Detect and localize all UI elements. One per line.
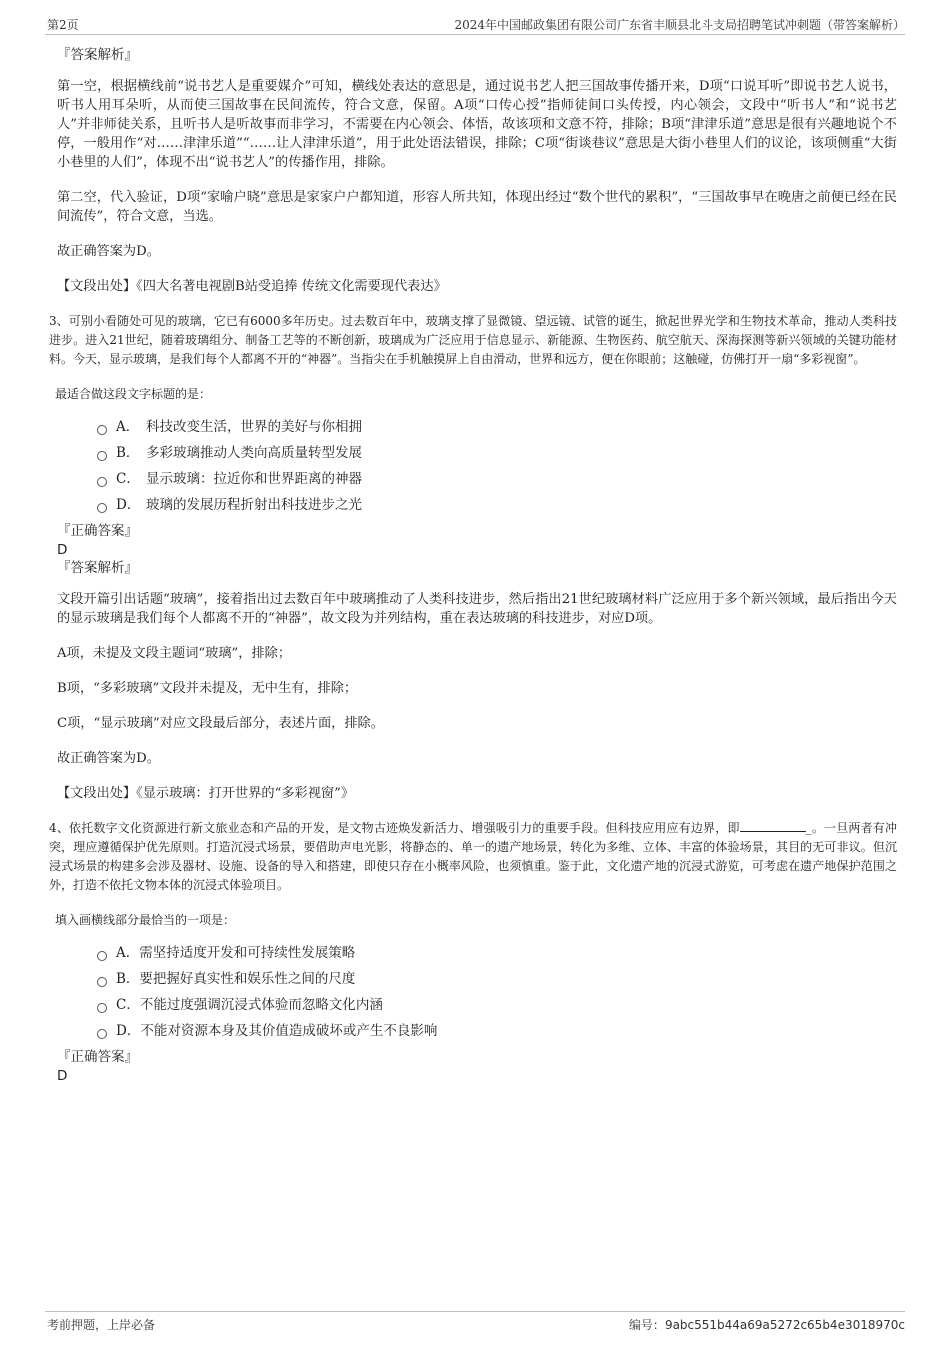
page-number: 第2页 [47, 18, 79, 32]
radio-icon[interactable] [97, 977, 107, 987]
radio-icon[interactable] [97, 951, 107, 961]
correct-answer-label: 『正确答案』 [57, 523, 138, 539]
question-3 [49, 312, 897, 803]
analysis-label: 『答案解析』 [57, 47, 138, 63]
conclusion: 故正确答案为D。 [57, 244, 160, 259]
option-b[interactable]: B． 多彩玻璃推动人类向高质量转型发展 [97, 440, 897, 466]
fill-blank [740, 819, 806, 832]
analysis-paragraph: 第二空，代入验证，D项“家喻户晓”意思是家家户户都知道，形容人所共知，体现出经过“数个世代的累积”，“三国故事早在晚唐之前便已经在民间流传”，符合文意，当选。 [57, 190, 897, 224]
option-d[interactable]: D． 玻璃的发展历程折射出科技进步之光 [97, 492, 897, 518]
option-c[interactable]: C． 显示玻璃：拉近你和世界距离的神器 [97, 466, 897, 492]
question-passage: 4、依托数字文化资源进行新文旅业态和产品的开发，是文物古迹焕发新活力、增强吸引力的重要手段。但科技应用应有边界，即 _。一旦两者有冲突，理应遵循保护优先原则。打造沉浸式场景，要借助声电光影，将静态的、单一的遗产地场景，转化为多维、立体、丰富的体验场景，其目的无可非议。但沉浸式场景的构建多会涉及器材、设施、设备的导入和搭建，即使只存在小概率风险，也须慎重。鉴于此，文化遗产地的沉浸式游览，可考虑在遗产地保护范围之外，打造不依托文物本体的沉浸式体验项目。 [49, 821, 897, 892]
analysis-label: 『答案解析』 [57, 560, 138, 576]
question-passage: 3、可别小看随处可见的玻璃，它已有6000多年历史。过去数百年中，玻璃支撑了显微镜、望远镜、试管的诞生，掀起世界光学和生物技术革命，推动人类科技进步。进入21世纪，随着玻璃组分、制备工艺等的不断创新，玻璃成为广泛应用于信息显示、新能源、生物医药、航空航天、深海探测等新兴领域的关键功能材料。今天，显示玻璃，是我们每个人都离不开的“神器”。当指尖在手机触摸屏上自由滑动，世界和远方，便在你眼前；这触碰，仿佛打开一扇“多彩视窗”。 [49, 314, 897, 366]
radio-icon[interactable] [97, 1029, 107, 1039]
analysis-option-c: C项，“显示玻璃”对应文段最后部分，表述片面，排除。 [57, 716, 384, 731]
document-title: 2024年中国邮政集团有限公司广东省丰顺县北斗支局招聘笔试冲刺题（带答案解析） [454, 18, 905, 32]
correct-answer: D [57, 542, 68, 558]
radio-icon[interactable] [97, 451, 107, 461]
option-b[interactable]: B． 要把握好真实性和娱乐性之间的尺度 [97, 966, 897, 992]
option-d[interactable]: D． 不能对资源本身及其价值造成破坏或产生不良影响 [97, 1018, 897, 1044]
source-citation: 【文段出处】《四大名著电视剧B站受追捧 传统文化需要现代表达》 [57, 279, 447, 294]
option-a[interactable]: A． 科技改变生活，世界的美好与你相拥 [97, 414, 897, 440]
conclusion: 故正确答案为D。 [57, 751, 160, 766]
question-prompt: 最适合做这段文字标题的是： [55, 387, 212, 401]
analysis-option-a: A项，未提及文段主题词“玻璃”，排除； [57, 646, 292, 661]
correct-answer: D [57, 1068, 68, 1084]
radio-icon[interactable] [97, 477, 107, 487]
analysis-paragraph: 第一空，根据横线前“说书艺人是重要媒介”可知，横线处表达的意思是，通过说书艺人把三国故事传播开来，D项“口说耳听”即说书艺人说书，听书人用耳朵听，从而使三国故事在民间流传，符合文意，保留。A项“口传心授”指师徒间口头传授，内心领会，文段中“听书人”和“说书艺人”并非师徒关系，且听书人是听故事而非学习，不需要在内心领会、体悟，故该项和文意不符，排除；B项“津津乐道”意思是很有兴趣地说个不停，一般用作“对……津津乐道”“……让人津津乐道”，用于此处语法错误，排除；C项“街谈巷议”意思是大街小巷里人们的议论，该项侧重“大街小巷里的人们”，体现不出“说书艺人”的传播作用，排除。 [57, 79, 897, 170]
option-c[interactable]: C． 不能过度强调沉浸式体验而忽略文化内涵 [97, 992, 897, 1018]
correct-answer-label: 『正确答案』 [57, 1049, 138, 1065]
document-code: 编号：9abc551b44a69a5272c65b4e3018970c [628, 1318, 905, 1332]
document-body [49, 46, 897, 1085]
radio-icon[interactable] [97, 503, 107, 513]
analysis-paragraph: 文段开篇引出话题“玻璃”，接着指出过去数百年中玻璃推动了人类科技进步，然后指出21世纪玻璃材料广泛应用于多个新兴领域，最后指出今天的显示玻璃是我们每个人都离不开的“神器”，故文段为并列结构，重在表达玻璃的科技进步，对应D项。 [57, 592, 897, 626]
options-list [97, 414, 897, 518]
question-4 [49, 819, 897, 1085]
footer-slogan: 考前押题，上岸必备 [47, 1318, 156, 1332]
page-footer [45, 1311, 905, 1334]
radio-icon[interactable] [97, 1003, 107, 1013]
radio-icon[interactable] [97, 425, 107, 435]
options-list [97, 940, 897, 1044]
question-prompt: 填入画横线部分最恰当的一项是： [55, 913, 236, 927]
page-header [45, 14, 905, 35]
source-citation: 【文段出处】《显示玻璃：打开世界的“多彩视窗”》 [57, 786, 355, 801]
analysis-option-b: B项，“多彩玻璃”文段并未提及，无中生有，排除； [57, 681, 358, 696]
option-a[interactable]: A． 需坚持适度开发和可持续性发展策略 [97, 940, 897, 966]
